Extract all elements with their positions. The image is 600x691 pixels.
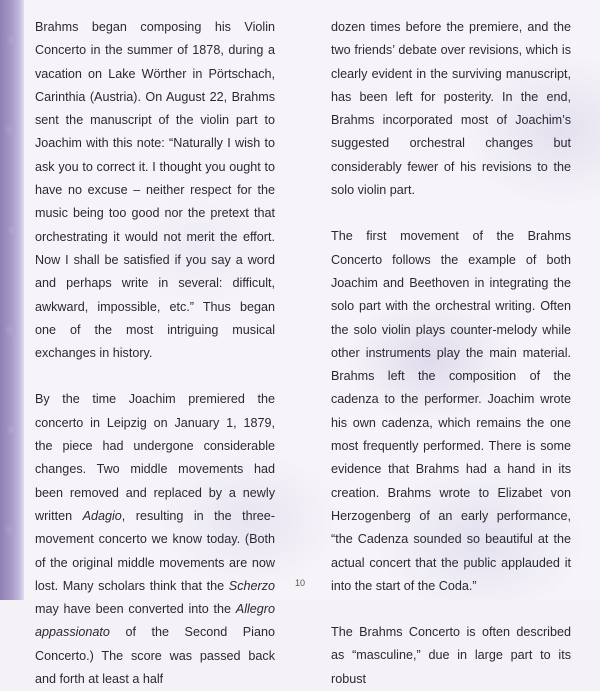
paragraph-revisions-debate: dozen times before the premiere, and the two friends’ debate over revisions, which is clearly evident in the surviving manuscript, has been left for posterity. In the end, Brahms incorporated most of Joachim’s suggested orchestral changes but considerably fewer of his revisions to the solo violin part. [331, 20, 571, 198]
italic-term-allegro-appassionato: Allegro appassionato [35, 602, 275, 640]
text-run: of the Second Piano Concerto.) The score was passed back and forth at least a half [35, 625, 275, 687]
paragraph-premiere-changes [35, 388, 275, 691]
italic-term-adagio: Adagio [82, 508, 122, 523]
text-run: , resulting in the three-movement concerto we know today. (Both of the original middle movements are now lost. Many scholars think that the [35, 508, 276, 593]
right-column [331, 16, 571, 691]
text-run: By the time Joachim premiered the concerto in Leipzig on January 1, 1879, the piece had undergone considerable changes. Two middle movements had been removed and replaced by a newly written [35, 392, 275, 523]
decorative-spine-border [0, 0, 24, 600]
italic-term-scherzo: Scherzo [228, 578, 275, 593]
left-column [35, 16, 275, 691]
paragraph-first-movement: The first movement of the Brahms Concerto follows the example of both Joachim and Beethoven in integrating the solo part with the orchestral writing. Often the solo violin plays counter-melody while other instruments play the main material. Brahms left the composition of the cadenza to the performer. Joachim wrote his own cadenza, which remains the one most frequently performed. There is some evidence that Brahms had a hand in its creation. Brahms wrote to Elizabet von Herzogenberg of an early performance, “the Cadenza sounded so beautiful at the actual concert that the public applauded it into the start of the Coda.” [331, 229, 571, 593]
paragraph-composition-history: Brahms began composing his Violin Concerto in the summer of 1878, during a vacation on Lake Wörther in Pörtschach, Carinthia (Austria). On August 22, Brahms sent the manuscript of the violin part to Joachim with this note: “Naturally I wish to ask you to correct it. I thought you ought to have no excuse – neither respect for the music being too good nor the pretext that orchestrating it would not merit the effort. Now I shall be satisfied if you say a word and perhaps write in several: difficult, awkward, impossible, etc.” Thus began one of the most intriguing musical exchanges in history. [35, 20, 275, 361]
text-run: may have been converted into the [35, 602, 236, 617]
paragraph-masculine-description: The Brahms Concerto is often described as “masculine,” due in large part to its robust [331, 625, 571, 686]
page-number: 10 [294, 578, 305, 588]
